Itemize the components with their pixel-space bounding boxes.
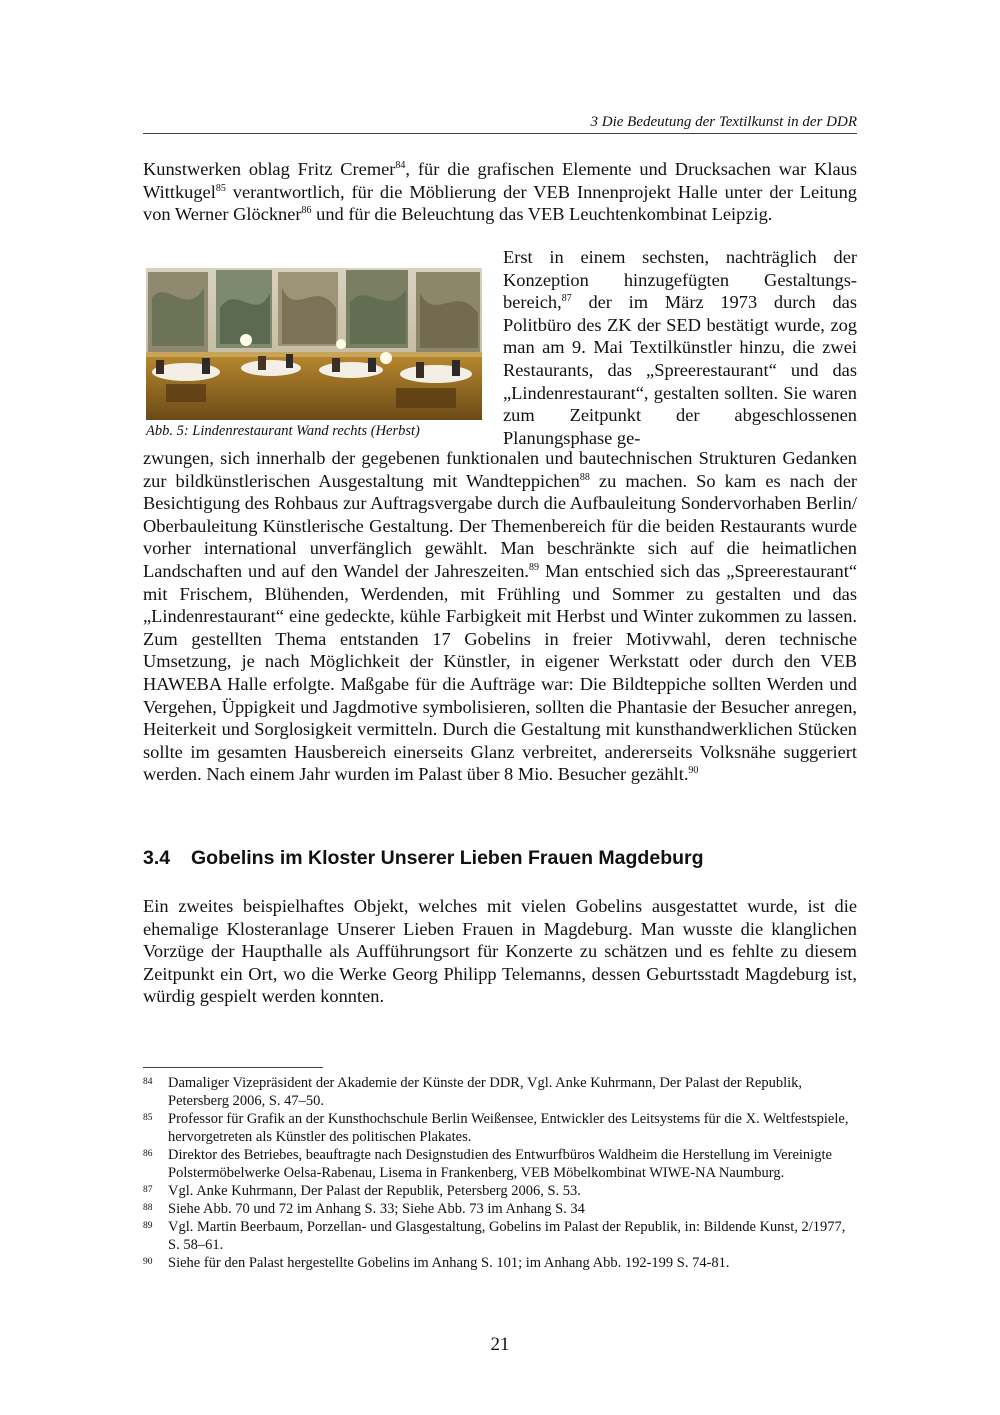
footnote-ref-84[interactable]: 84 [395,160,406,171]
footnote-84: 84 Damaliger Vizepräsident der Akademie der Künste der DDR, Vgl. Anke Kuhrmann, Der Palast der Republik, Petersberg 2006, S. 47–50. [143,1075,803,1109]
footnote-86: 86 Direktor des Betriebes, beauftragte nach Designstudien des Entwurfbüros Waldheim die Herstellung im Vereinigte Polstermöbelwerke Oelsa-Rabenau, Lisema in Frankenberg, VEB Möbelkombinat WIWE-NA Naumburg. [143,1147,832,1181]
footnote-88: 88 Siehe Abb. 70 und 72 im Anhang S. 33; Siehe Abb. 73 im Anhang S. 34 [143,1201,585,1217]
restaurant-photo [146,268,482,420]
paragraph-wrap-right: Erst in einem sechsten, nachträglich der Konzeption hinzugefügten Gestaltungsbereich,$^{87}$ der im März 1973 durch das Politbüro des ZK der SED bestätigt wurde, zog man am 9. Mai Textilkünstler hinzu, die zwei Restaurants, das „Spreerestaurant“ und das „Lindenrestaurant“, gestalten sollten. Sie waren zum Zeitpunkt der abgeschlossenen Planungsphase ge- [503,247,857,448]
running-header: 3 Die Bedeutung der Textilkunst in der DDR [590,114,857,130]
footnote-ref-88[interactable]: 88 [579,471,590,483]
footnote-90: 90 Siehe für den Palast hergestellte Gobelins im Anhang S. 101; im Anhang Abb. 192-199 S. 74-81. [143,1255,730,1271]
section-title: Gobelins im Kloster Unserer Lieben Frauen Magdeburg [191,847,704,869]
section-heading [143,847,704,870]
header-rule [143,133,857,134]
paragraph-intro: Kunstwerken oblag Fritz Cremer$^{84}$, für die grafischen Elemente und Drucksachen war Klaus Wittkugel$^{85}$ verantwortlich, für die Möblierung der VEB Innenprojekt Halle unter der Leitung von Werner Glöckner$^{86}$ und für die Beleuchtung das VEB Leuchtenkombinat Leipzig. [143,159,857,225]
page-number: 21 [490,1334,510,1355]
paragraph-main: zwungen, sich innerhalb der gegebenen funktionalen und bautechnischen Strukturen Gedanken zur bildkünstlerischen Ausgestaltung mit Wandteppichen$^{88}$ zu machen. So kam es nach der Besichtigung des Rohbaus zur Auftragsvergabe durch die Aufbauleitung Sondervorhaben Berlin/ Oberbauleitung Künstlerische Gestaltung. Der Themenbereich für die beiden Restaurants wurde vorher international unverfänglich gewählt. Man beschränkte sich auf die heimatlichen Landschaften und auf den Wandel der Jahreszeiten.$^{89}$ Man entschied sich das „Spreerestaurant“ mit Frischem, Blühenden, Werdenden, mit Frühling und Sommer zu gestalten und das „Lindenrestaurant“ eine gedeckte, kühle Farbigkeit mit Herbst und Winter zukommen zu lassen. Zum gestellten Thema entstanden 17 Gobelins in freier Motivwahl, deren technische Umsetzung, je nach Möglichkeit der Künstler, in eigener Werkstatt oder durch den VEB HAWEBA Halle erfolgte. Maßgabe für die Aufträge war: Die Bildteppiche sollten Werden und Vergehen, Üppigkeit und Jagdmotive symbolisieren, sollten die Phantasie der Besucher anregen, Heiterkeit und Sorglosigkeit vermitteln. Durch die Gestaltung mit kunsthandwerklichen Stücken sollte im gesamten Hausbereich einerseits Glanz verbreitet, andererseits Volksnähe suggeriert werden. Nach einem Jahr wurden im Palast über 8 Mio. Besucher gezählt.$^{90}$ [143,448,857,785]
footnote-87: 87 Vgl. Anke Kuhrmann, Der Palast der Republik, Petersberg 2006, S. 53. [143,1183,581,1199]
footnote-ref-89[interactable]: 89 [529,561,539,573]
footnote-rule [143,1067,323,1068]
footnotes [143,1074,857,1272]
footnote-89: 89 Vgl. Martin Beerbaum, Porzellan- und Glasgestaltung, Gobelins im Palast der Republik, in: Bildende Kunst, 2/1977, S. 58–61. [143,1219,846,1253]
figure-caption: Abb. 5: Lindenrestaurant Wand rechts (Herbst) [146,423,420,439]
footnote-ref-87[interactable]: 87 [561,293,572,305]
footnote-85: 85 Professor für Grafik an der Kunsthochschule Berlin Weißensee, Entwickler des Leitsystems für die X. Weltfestspiele, hervorgetreten als Künstler des politischen Plakates. [143,1111,849,1145]
footnote-ref-90[interactable]: 90 [688,765,699,777]
footnote-ref-85[interactable]: 85 [215,182,226,194]
section-number: 3.4 [143,847,171,869]
paragraph-section: Ein zweites beispielhaftes Objekt, welches mit vielen Gobelins ausgestattet wurde, ist die ehemalige Klosteranlage Unserer Lieben Frauen in Magdeburg. Man wusste die klanglichen Vorzüge der Haupthalle als Aufführungsort für Konzerte zu schätzen und es fehlte zu diesem Zeitpunkt ein Ort, wo die Werke Georg Philipp Telemanns, dessen Geburtsstadt Magdeburg ist, würdig gespielt werden konnten. [143,896,857,1007]
footnote-ref-86[interactable]: 86 [301,205,312,217]
